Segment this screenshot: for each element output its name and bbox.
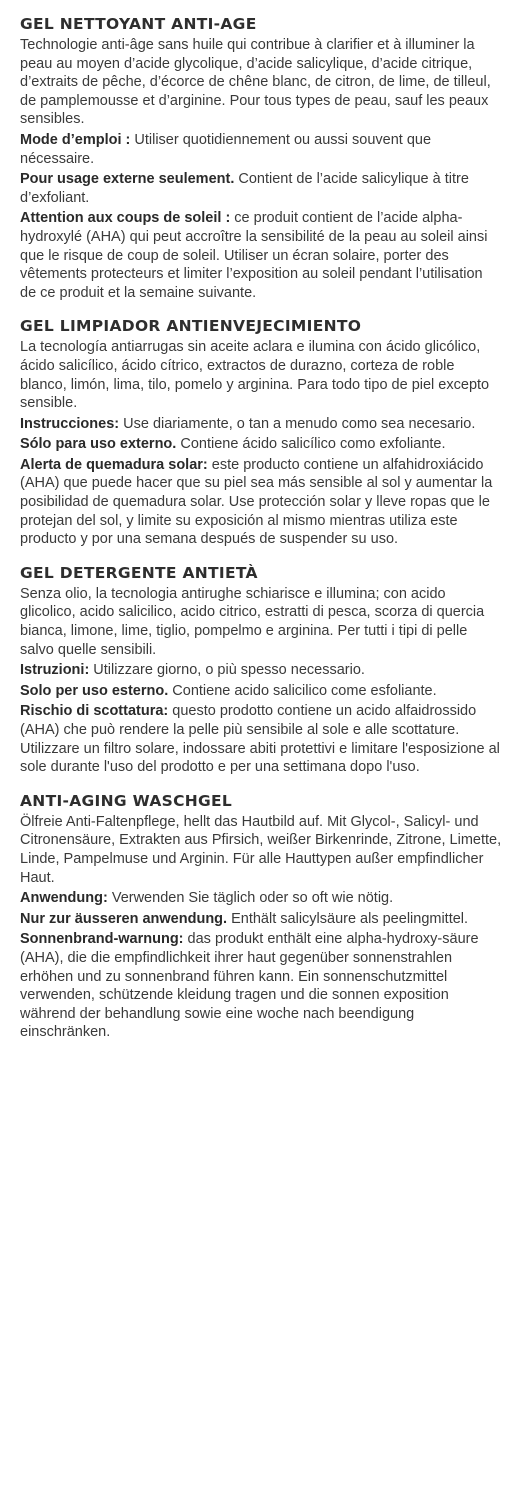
paragraph-text: Use diariamente, o tan a menudo como sea necesario. — [119, 415, 476, 432]
paragraph-text: das produkt enthält eine alpha-hydroxy-säure (AHA), die die empfindlichkeit ihrer haut gegenüber sonnenstrahlen erhöhen und zu sonnenbrand führen kann. Ein sonnenschutzmittel verwenden, schützende kleidung tragen und die sonnen exposition während der behandlung sowie eine woche nach beendigung einschränken. — [20, 931, 479, 1041]
paragraph-text: Contient de l’acide salicylique à titre d’exfoliant. — [20, 171, 469, 206]
directions-paragraph — [20, 661, 502, 680]
external-use-paragraph — [20, 682, 502, 701]
section-spanish — [20, 316, 502, 549]
paragraph-text: questo prodotto contiene un acido alfaidrossido (AHA) che può rendere la pelle più sensibile al sole e alle scottature. Utilizzare un filtro solare, indossare abiti protettivi e limitare l'esposizione al sole durante l'uso del prodotto e per una settimana dopo l'uso. — [20, 703, 500, 776]
section-italian — [20, 563, 502, 777]
description-paragraph — [20, 813, 502, 887]
paragraph-text: Senza olio, la tecnologia antirughe schiarisce e illumina; con acido glicolico, acido salicilico, acido citrico, estratti di pesca, scorza di quercia bianca, limone, lime, tiglio, pompelmo e arginina. Per tutti i tipi di pelle salvo quelle sensibili. — [20, 585, 485, 658]
paragraph-text: ce produit contient de l’acide alpha-hydroxylé (AHA) qui peut accroître la sensibilité de la peau au soleil ainsi que le risque de coup de soleil. Utiliser un écran solaire, porter des vêtements protecteurs et limiter l’exposition au soleil pendant l’utilisation de ce produit et la semaine suivante. — [20, 210, 488, 301]
paragraph-lead: Attention aux coups de soleil : — [20, 210, 231, 227]
paragraph-text: Technologie anti-âge sans huile qui contribue à clarifier et à illuminer la peau au moyen d’acide glycolique, d’acide salicylique, d’acide citrique, d’extraits de pêche, d’écorce de chêne blanc, de citron, de lime, de tilleul, de pamplemousse et d’arginine. Pour tous types de peau, sauf les peaux sensibles. — [20, 37, 491, 128]
sunburn-warning-paragraph — [20, 456, 502, 549]
sunburn-warning-paragraph — [20, 930, 502, 1042]
paragraph-text: Ölfreie Anti-Faltenpflege, hellt das Hautbild auf. Mit Glycol-, Salicyl- und Citronensäure, Extrakten aus Pfirsich, weißer Birkenrinde, Zitrone, Limette, Linde, Pampelmuse und Arginin. Für alle Hauttypen außer empfindlicher Haut. — [20, 813, 502, 886]
paragraph-lead: Sólo para uso externo. — [20, 436, 177, 453]
description-paragraph — [20, 585, 502, 659]
paragraph-lead: Istruzioni: — [20, 662, 90, 679]
external-use-paragraph — [20, 910, 502, 929]
paragraph-lead: Nur zur äusseren anwendung. — [20, 910, 228, 927]
paragraph-lead: Solo per uso esterno. — [20, 682, 169, 699]
section-heading: GEL DETERGENTE ANTIETÀ — [20, 563, 258, 582]
section-german — [20, 791, 502, 1042]
paragraph-text: Verwenden Sie täglich oder so oft wie nötig. — [107, 890, 394, 907]
paragraph-text: Contiene acido salicilico come esfoliante. — [168, 682, 437, 699]
paragraph-lead: Sonnenbrand-warnung: — [20, 931, 184, 948]
paragraph-text: Utiliser quotidiennement ou aussi souvent que nécessaire. — [20, 131, 432, 167]
paragraph-lead: Mode d’emploi : — [20, 131, 131, 148]
paragraph-text: Utilizzare giorno, o più spesso necessario. — [89, 662, 365, 679]
section-heading: GEL LIMPIADOR ANTIENVEJECIMIENTO — [20, 317, 362, 336]
directions-paragraph — [20, 131, 502, 168]
paragraph-lead: Pour usage externe seulement. — [20, 171, 235, 188]
section-heading: GEL NETTOYANT ANTI-AGE — [20, 15, 257, 33]
directions-paragraph — [20, 415, 502, 434]
description-paragraph — [20, 36, 502, 129]
paragraph-lead: Anwendung: — [20, 890, 108, 907]
paragraph-text: este producto contiene un alfahidroxiácido (AHA) que puede hacer que su piel sea más sensible al sol y aumentar la posibilidad de quemadura solar. Use protección solar y lleve ropas que le protejan del sol, y limite su exposición al mismo mientras utiliza este producto y por una semana después de suspender su uso. — [20, 456, 493, 548]
section-french — [20, 14, 502, 302]
directions-paragraph — [20, 889, 502, 908]
section-heading: ANTI-AGING WASCHGEL — [20, 791, 233, 810]
paragraph-lead: Instrucciones: — [20, 415, 120, 432]
paragraph-lead: Alerta de quemadura solar: — [20, 456, 208, 473]
sunburn-warning-paragraph — [20, 209, 502, 302]
description-paragraph — [20, 338, 502, 412]
sunburn-warning-paragraph — [20, 702, 502, 776]
external-use-paragraph — [20, 435, 502, 454]
paragraph-text: La tecnología antiarrugas sin aceite aclara e ilumina con ácido glicólico, ácido salicílico, ácido cítrico, extractos de durazno, corteza de roble blanco, limón, lima, tilo, pomelo y arginina. Para todo tipo de piel excepto sensible. — [20, 339, 490, 412]
external-use-paragraph — [20, 170, 502, 207]
paragraph-text: Contiene ácido salicílico como exfoliante. — [176, 436, 446, 453]
paragraph-text: Enthält salicylsäure als peelingmittel. — [227, 910, 469, 927]
paragraph-lead: Rischio di scottatura: — [20, 703, 169, 720]
